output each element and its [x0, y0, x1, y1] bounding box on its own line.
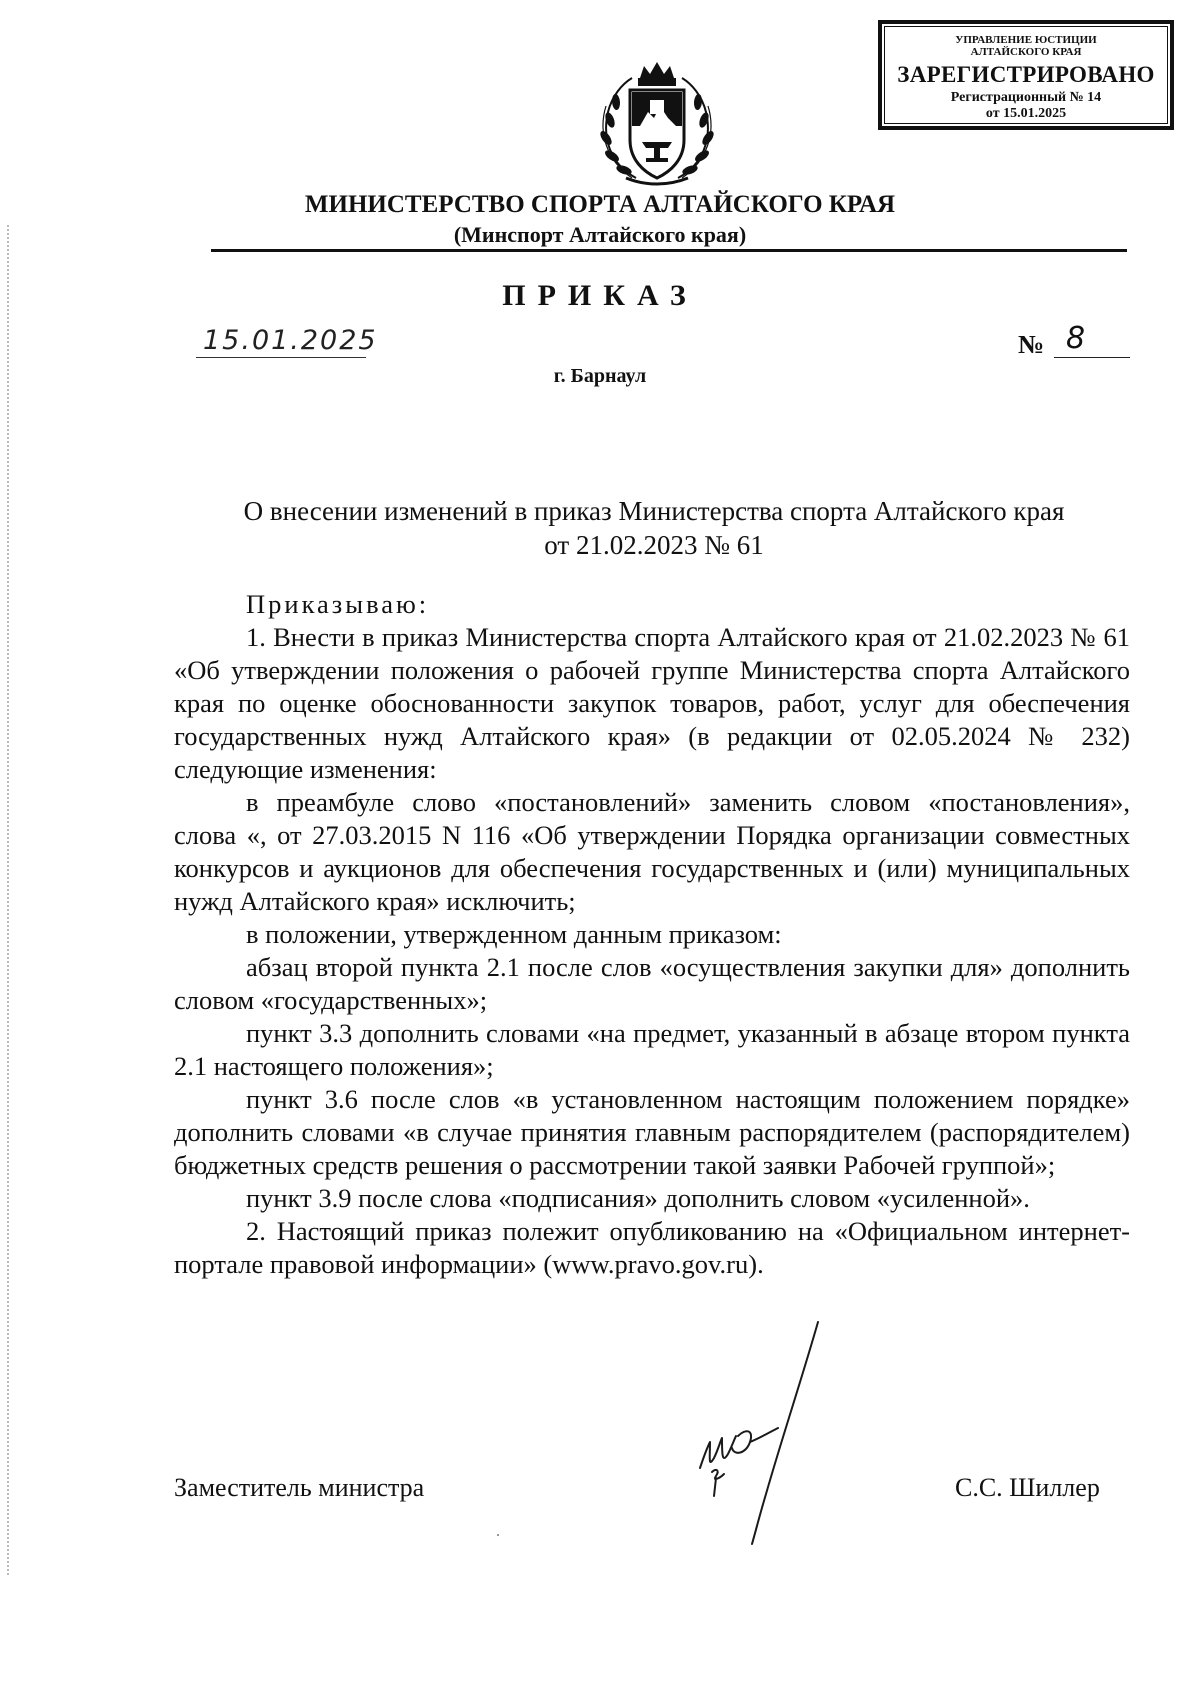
- date-underline: [196, 357, 366, 358]
- handwritten-signature-icon: [690, 1318, 830, 1548]
- scan-dot: [497, 1534, 499, 1536]
- signer-position: Заместитель министра: [174, 1473, 425, 1502]
- paragraph-4: абзац второй пункта 2.1 после слов «осуществления закупки для» дополнить словом «государственных»;: [174, 952, 1130, 1015]
- stamp-inner-frame: [884, 26, 1168, 124]
- order-word: Приказываю:: [246, 589, 430, 619]
- stamp-reg-number: Регистрационный № 14: [950, 90, 1102, 105]
- paragraph-2: в преамбуле слово «постановлений» заменить словом «постановления», слова «, от 27.03.2015 N 116 «Об утверждении Порядка организации совместных конкурсов и аукционов для обеспечения государственных и (или) муниципальных нужд Алтайского края» исключить;: [174, 787, 1130, 916]
- registration-stamp: [878, 20, 1174, 130]
- subject-line-2: от 21.02.2023 № 61: [544, 530, 764, 560]
- ministry-short-name: (Минспорт Алтайского края): [453, 222, 747, 247]
- stamp-reg-date: от 15.01.2025: [985, 106, 1067, 121]
- paragraph-6: пункт 3.6 после слов «в установленном настоящим положением порядке» дополнить словами «в случае принятия главным распорядителем (распорядителем) бюджетных средств решения о рассмотрении такой заявки Рабочей группой»;: [174, 1084, 1130, 1180]
- paragraph-1: 1. Внести в приказ Министерства спорта Алтайского края от 21.02.2023 № 61 «Об утверждении положения о рабочей группе Министерства спорта Алтайского края по оценке обоснованности закупок товаров, работ, услуг для обеспечения государственных нужд Алтайского края» (в редакции от 02.05.2024 № 232) следующие изменения:: [174, 622, 1130, 784]
- city: г. Барнаул: [553, 365, 647, 387]
- paragraph-8: 2. Настоящий приказ полежит опубликованию на «Официальном интернет-портале правовой информации» (www.pravo.gov.ru).: [174, 1216, 1130, 1279]
- stamp-title: ЗАРЕГИСТРИРОВАНО: [897, 62, 1155, 87]
- order-subject: [174, 494, 1134, 562]
- subject-line-1: О внесении изменений в приказ Министерства спорта Алтайского края: [243, 496, 1065, 526]
- altai-krai-coat-of-arms-icon: [596, 60, 718, 190]
- header-divider: [211, 249, 1127, 252]
- paragraph-7: пункт 3.9 после слова «подписания» дополнить словом «усиленной».: [246, 1183, 1030, 1213]
- stamp-organization: УПРАВЛЕНИЕ ЮСТИЦИИ АЛТАЙСКОГО КРАЯ: [955, 34, 1097, 58]
- scan-edge-artifact: [7, 225, 9, 1575]
- paragraph-3: в положении, утвержденном данным приказом:: [246, 919, 782, 949]
- handwritten-number: 8: [1066, 321, 1086, 356]
- paragraph-5: пункт 3.3 дополнить словами «на предмет, указанный в абзаце втором пункта 2.1 настоящего положения»;: [174, 1018, 1130, 1081]
- number-underline: [1054, 357, 1130, 358]
- order-body: [174, 588, 1130, 1281]
- signer-name: С.С. Шиллер: [955, 1473, 1100, 1502]
- ministry-name: МИНИСТЕРСТВО СПОРТА АЛТАЙСКОГО КРАЯ: [304, 191, 896, 218]
- handwritten-date: 15.01.2025: [203, 325, 378, 356]
- document-type: ПРИКАЗ: [502, 279, 698, 312]
- number-sign: №: [1018, 330, 1045, 359]
